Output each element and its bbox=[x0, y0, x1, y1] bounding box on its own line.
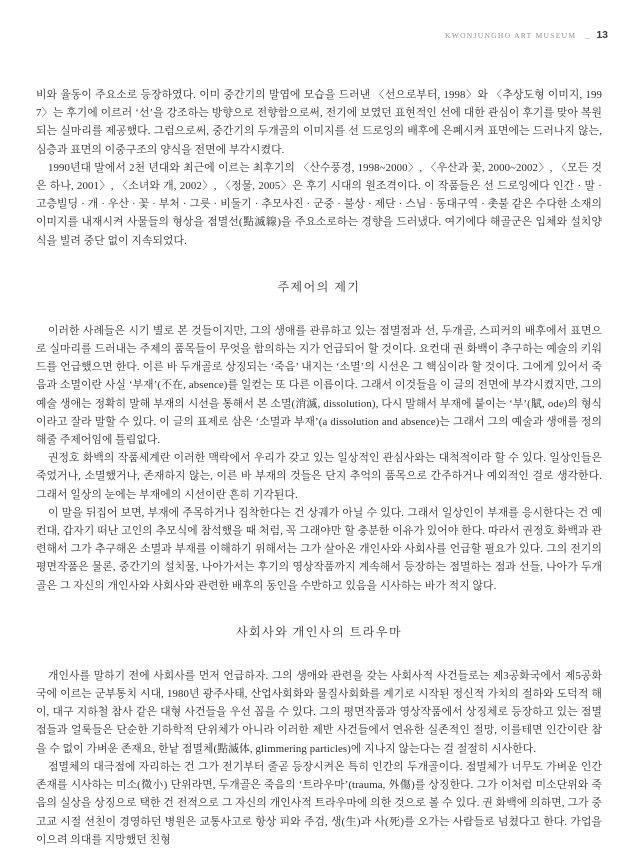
paragraph-3: 이러한 사례들은 시기 별로 본 것들이지만, 그의 생애를 관류하고 있는 점멸점과 선, 두개골, 스피커의 배후에서 표면으로 실마리를 드러내는 주제의 품목들이 무엇을 함의하는 지가 언급되어 할 것이다. 요컨대 권 화백이 추구하는 예술의 키워드를 언급했으면 한다. 이른 바 두개골로 상징되는 ‘죽음’ 내지는 ‘소멸’의 시선은 그 핵심이라 할 것이다. 그에게 있어서 죽음과 소멸이란 사실 ‘부재’(不在, absence)를 일컫는 또 다른 이름이다. 그래서 이것들을 이 글의 전면에 부각시켰지만, 그의 예술 생애는 정확히 말해 부재의 시선을 통해서 본 소멸(消滅, dissolution), 다시 말해서 부재에 붙이는 ‘부’(賦, ode)의 형식이라고 잘라 말할 수 있다. 이 글의 표제로 삼은 ‘소멸과 부재’(a dissolution and absence)는 그래서 그의 예술과 생애를 정의해줄 주제어임에 틀림없다. bbox=[36, 324, 602, 447]
paragraph-7: 점멸체의 대극점에 자리하는 건 그가 전기부터 줄곧 등장시켜온 특히 인간의 두개골이다. 점멸체가 너무도 가벼운 인간 존재를 시사하는 미소(微小) 단위라면, 두개골은 죽음의 ‘트라우마’(trauma, 外傷)를 상징한다. 그가 이처럼 미소단위와 죽음의 실상을 상징으로 택한 건 전적으로 그 자신의 개인사적 트라우마에 의한 것으로 볼 수 있다. 권 화백에 의하면, 그가 중고교 시절 선친이 경영하던 병원은 교통사고로 항상 피와 주검, 생(生)과 사(死)를 오가는 사람들로 넘쳤다고 한다. 가업을 이으려 의대를 지망했던 친형 bbox=[36, 760, 602, 846]
page-number: 13 bbox=[596, 29, 608, 41]
section-heading-themes: 주제어의 제기 bbox=[277, 279, 361, 294]
paragraph-1: 비와 율동이 주요소로 등장하였다. 이미 중간기의 말엽에 모습을 드러낸 〈선으로부터, 1998〉와 〈추상도형 이미지, 1997〉는 후기에 이르러 ‘선’을 강조하는 방향으로 전향함으로써, 전기에 보였던 표현적인 선에 대한 관심이 후기를 맞아 복원되는 실마리를 제공했다. 그럼으로써, 중간기의 두개골의 이미지를 선 드로잉의 배후에 은폐시켜 표면에는 드러나지 않는, 심층과 표면의 이중구조의 양식을 전면에 부각시켰다. bbox=[36, 89, 602, 156]
paragraph-6: 개인사를 말하기 전에 사회사를 먼저 언급하자. 그의 생애와 관련을 갖는 사회사적 사건들로는 제3공화국에서 제5공화국에 이르는 군부통치 시대, 1980년 광주사태, 산업사회화와 물질사회화를 계기로 시작된 정신적 가치의 절하와 도덕적 해이, 대구 지하철 참사 같은 대형 사건들을 우선 꼽을 수 있다. 그의 평면작품과 영상작품에서 상징체로 등장하고 있는 점멸점들과 얼룩들은 단순한 기하학적 단위체가 아니라 이러한 제반 사건들에서 연유한 실존적인 절망, 이를테면 인간이란 참을 수 없이 가벼운 존재요, 한낱 점멸체(點滅体, glimmering particles)에 지나지 않는다는 걸 절절히 시사한다. bbox=[36, 669, 602, 755]
museum-name: KWONJUNGHO ART MUSEUM bbox=[445, 31, 577, 40]
page-number-separator: _ bbox=[585, 31, 590, 40]
page-body bbox=[36, 86, 602, 849]
paragraph-2: 1990년대 말에서 2천 년대와 최근에 이르는 최후기의 〈산수풍경, 1998~2000〉, 〈우산과 꽃, 2000~2002〉, 〈모든 것은 하나, 2001〉, 〈소녀와 개, 2002〉, 〈정물, 2005〉은 후기 시대의 원조격이다. 이 작품들은 선 드로잉에다 인간 · 말 · 고층빌딩 · 개 · 우산 · 꽃 · 부처 · 그릇 · 비둘기 · 추모사진 · 군중 · 불상 · 제단 · 스님 · 동대구역 · 촛불 같은 수다한 소재의 이미지를 내재시켜 사물들의 형상을 점멸선(點滅線)을 주요소로하는 경향을 드러냈다. 여기에다 해골군은 입체와 설치양식을 빌려 중단 없이 지속되었다. bbox=[36, 161, 602, 247]
paragraph-4: 권정호 화백의 작품세계란 이러한 맥락에서 우리가 갖고 있는 일상적인 관심사와는 대척적이라 할 수 있다. 일상인들은 죽었거나, 소멸했거나, 존재하지 않는, 이른 바 부재의 것들은 단지 추억의 품목으로 간주하거나 예외적인 걸로 생각한다. 그래서 일상의 눈에는 부재에의 시선이란 흔히 기각된다. bbox=[36, 452, 602, 501]
page-header bbox=[445, 28, 608, 42]
section-heading-trauma: 사회사와 개인사의 트라우마 bbox=[235, 624, 403, 639]
paragraph-5: 이 말을 뒤집어 보면, 부재에 주목하거나 집착한다는 건 상궤가 아닐 수 있다. 그래서 일상인이 부재를 응시한다는 건 예컨대, 갑자기 떠난 고인의 추모식에 참석했을 때 처럼, 꼭 그래야만 할 충분한 이유가 있어야 한다. 따라서 권정호 화백과 관련해서 그가 추구해온 소멸과 부재를 이해하기 위해서는 그가 살아온 개인사와 사회사를 언급할 필요가 있다. 그의 전기의 평면작품은 물론, 중간기의 설치물, 나아가서는 후기의 영상작품까지 계속해서 등장하는 점멸하는 점과 선들, 나아가 두개골은 그 자신의 개인사와 사회사와 관련한 배후의 동인을 수반하고 있음을 시사하는 바가 적지 않다. bbox=[36, 506, 602, 592]
